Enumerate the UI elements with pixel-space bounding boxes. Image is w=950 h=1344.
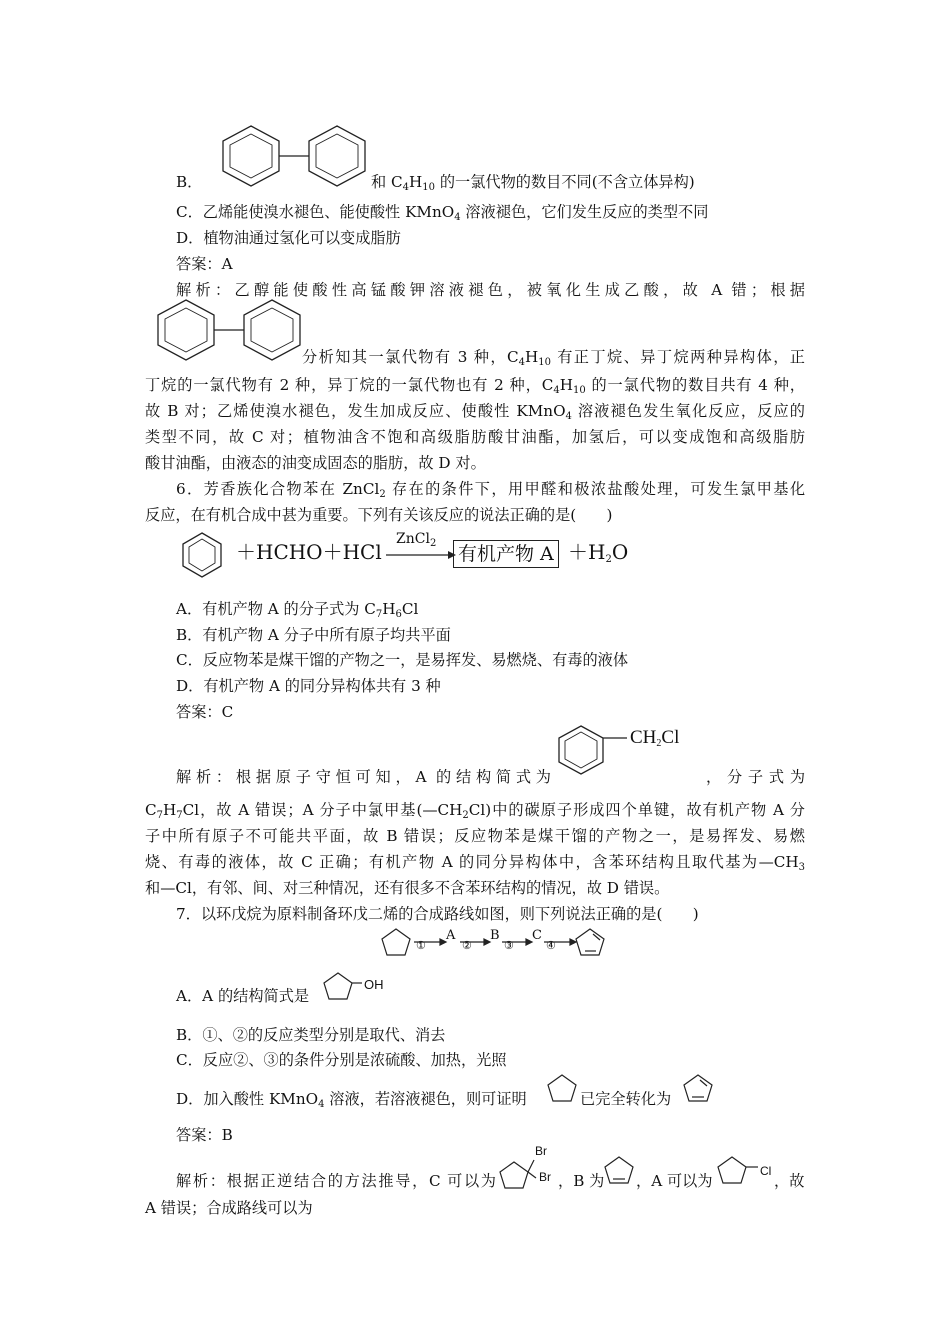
- q7-option-d-part-1: D．加入酸性 KMnO$_4$ 溶液，若溶液褪色，则可证明: [176, 1090, 527, 1110]
- route-intermediate-a: A: [446, 928, 456, 943]
- q6-analysis-line-1a: 解析：根据原子守恒可知，A 的结构简式为: [176, 768, 551, 786]
- q5-answer: 答案：A: [176, 255, 233, 273]
- biphenyl-structure-2: [148, 296, 308, 366]
- q6-analysis-line-5: 和—Cl，有邻、间、对三种情况，还有很多不含苯环结构的情况，故 D 错误。: [145, 879, 670, 897]
- biphenyl-structure-1: [213, 122, 373, 192]
- q5-option-b-text: 和 $C_4H_{10}$ 的一氯代物的数目不同(不含立体异构): [371, 173, 695, 193]
- cyclopentene-structure: [603, 1154, 639, 1190]
- q5-analysis-line-3: 丁烷的一氯代物有 2 种，异丁烷的一氯代物也有 2 种，$C_4H_{10}$ 的一氯代物的数目共有 4 种，: [145, 376, 805, 396]
- q7-cl-label: Cl: [760, 1164, 772, 1178]
- benzene-reactant: [180, 530, 230, 580]
- q6-analysis-line-1b: ，分子式为: [706, 768, 805, 786]
- q5-analysis-line-4: 故 B 对；乙烯使溴水褪色，发生加成反应、使酸性 KMnO$_4$ 溶液褪色发生氧化反应，反应的: [145, 402, 805, 422]
- cyclopentadiene-icon-d: [682, 1072, 718, 1108]
- q6-answer: 答案：C: [176, 703, 234, 721]
- route-intermediate-c: C: [532, 928, 542, 943]
- route-intermediate-b: B: [490, 928, 500, 943]
- q7-option-b: B．①、②的反应类型分别是取代、消去: [176, 1026, 446, 1044]
- reaction-arrow: [386, 550, 456, 560]
- route-step-4: ④: [546, 939, 556, 952]
- q7-br-label-bottom: Br: [539, 1170, 551, 1184]
- q5-option-c: C．乙烯能使溴水褪色、能使酸性 KMnO$_4$ 溶液褪色，它们发生反应的类型不同: [176, 203, 709, 223]
- q5-option-d: D．植物油通过氢化可以变成脂肪: [176, 229, 401, 247]
- q7-analysis-part-3: ，A 可以为: [636, 1172, 713, 1190]
- q6-structure-label: $CH_2Cl$: [630, 727, 680, 749]
- q6-option-a: A．有机产物 A 的分子式为 $C_7H_6Cl$: [176, 600, 419, 620]
- q5-analysis-line-1: 解析：乙醇能使酸性高锰酸钾溶液褪色，被氧化生成乙酸，故 A 错；根据: [176, 281, 805, 299]
- q7-option-a: A．A 的结构简式是: [176, 987, 310, 1005]
- q7-analysis-part-2: ，B 为: [558, 1172, 605, 1190]
- q7-analysis-line-2: A 错误；合成路线可以为: [145, 1199, 313, 1217]
- route-step-3: ③: [504, 939, 514, 952]
- q6-option-c: C．反应物苯是煤干馏的产物之一，是易挥发、易燃烧、有毒的液体: [176, 651, 629, 669]
- q6-analysis-line-3: 子中所有原子不可能共平面，故 B 错误；反应物苯是煤干馏的产物之一，是易挥发、易燃: [145, 827, 805, 845]
- q7-answer: 答案：B: [176, 1126, 233, 1144]
- q7-oh-label: OH: [364, 977, 384, 992]
- q6-equation-catalyst: ZnCl$_2$: [396, 531, 437, 549]
- q5-analysis-line-5: 类型不同，故 C 对；植物油含不饱和高级脂肪酸甘油酯，加氢后，可以变成饱和高级脂肪: [145, 428, 805, 446]
- q6-stem-line-1: 6．芳香族化合物苯在 ZnCl$_2$ 存在的条件下，用甲醛和极浓盐酸处理，可发生氯甲基化: [176, 480, 806, 500]
- cyclopentane-icon-d: [546, 1072, 582, 1108]
- q6-equation-product-box: 有机产物 A: [453, 540, 559, 568]
- q5-analysis-line-6: 酸甘油酯，由液态的油变成固态的脂肪，故 D 对。: [145, 454, 486, 472]
- q7-option-d-part-2: 已完全转化为: [580, 1090, 672, 1108]
- q7-analysis-part-4: ，故: [774, 1172, 805, 1190]
- q5-analysis-line-2: 分析知其一氯代物有 3 种，$C_4H_{10}$ 有正丁烷、异丁烷两种异构体，正: [302, 348, 805, 368]
- route-step-2: ②: [462, 939, 472, 952]
- q5-option-b-label: B．: [176, 173, 203, 191]
- q7-br-label-top: Br: [535, 1144, 547, 1158]
- q7-analysis-part-1: 解析：根据正逆结合的方法推导，C 可以为: [176, 1172, 496, 1190]
- route-step-1: ①: [416, 939, 426, 952]
- q7-stem: 7．以环戊烷为原料制备环戊二烯的合成路线如图，则下列说法正确的是( ): [176, 905, 699, 923]
- q6-option-d: D．有机产物 A 的同分异构体共有 3 种: [176, 677, 441, 695]
- q6-option-b: B．有机产物 A 分子中所有原子均共平面: [176, 626, 451, 644]
- q6-analysis-line-2: $C_7H_7Cl$，故 A 错误；A 分子中氯甲基$(—CH_2Cl)$中的碳原子形成四个单键，故有机产物 A 分: [145, 801, 805, 821]
- q6-analysis-line-4: 烧、有毒的液体，故 C 正确；有机产物 A 的同分异构体中，含苯环结构且取代基为$—CH_3$: [145, 853, 805, 873]
- q6-stem-line-2: 反应，在有机合成中甚为重要。下列有关该反应的说法正确的是( ): [145, 506, 613, 524]
- q7-option-c: C．反应②、③的条件分别是浓硫酸、加热，光照: [176, 1051, 507, 1069]
- q6-equation-reactants: ＋HCHO＋HCl: [236, 540, 382, 564]
- q6-equation-water: $+H_2O$: [568, 540, 629, 565]
